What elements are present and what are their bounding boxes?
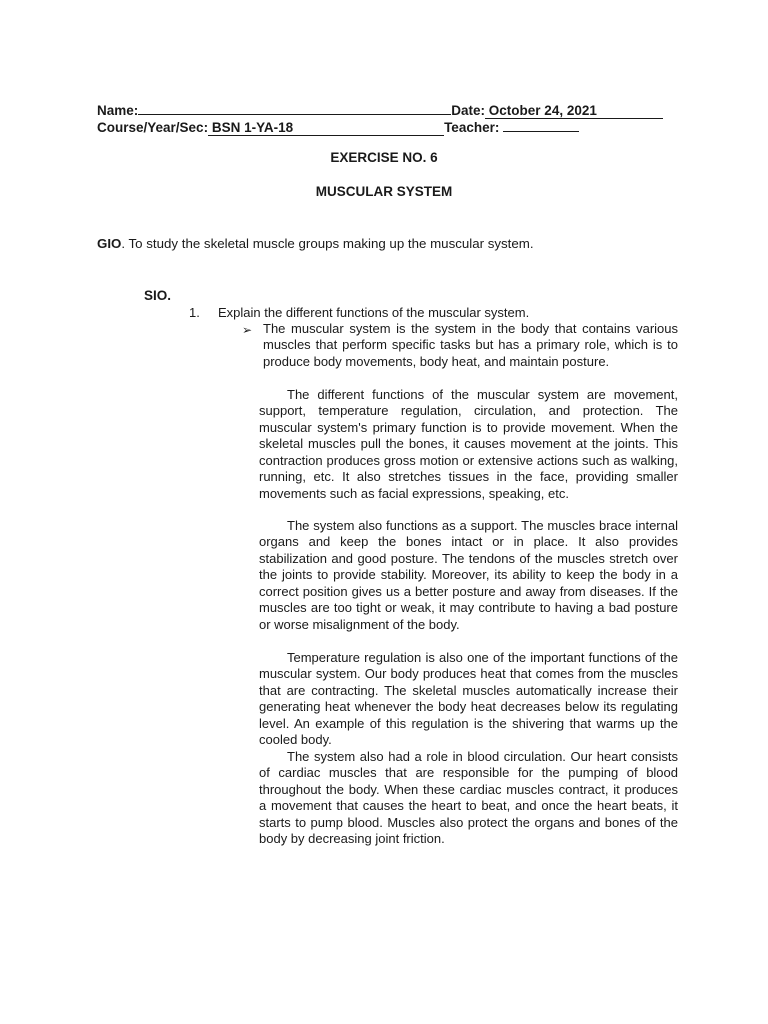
exercise-title: EXERCISE NO. 6 [330,150,438,165]
course-value: BSN 1-YA-18 [211,120,294,135]
paragraph-functions: The different functions of the muscular system are movement, support, temperature regulation, circulation, and protection. The muscular system's primary function is to provide movement. When the skeletal muscles pull the bones, it causes movement at the joints. This contraction produces gross motion or extensive actions such as walking, running, etc. It also stretches tissues in the face, providing smaller movements such as facial expressions, speaking, etc. [259,387,678,501]
course-row [97,117,579,136]
gio-line [97,236,534,252]
paragraph-temperature: Temperature regulation is also one of the important functions of the muscular system. Our body produces heat that comes from the muscles that are contracting. The skeletal muscles automatically increase their generating heat whenever the body heat decreases below its regulating level. An example of this regulation is the shivering that warms up the cooled body. [259,650,678,748]
gio-text: . To study the skeletal muscle groups making up the muscular system. [121,236,534,251]
sio-item-question: Explain the different functions of the muscular system. [218,305,530,320]
answer-intro: The muscular system is the system in the body that contains various muscles that perform specific tasks but has a primary role, which is to produce body movements, body heat, and maintain posture. [263,321,678,369]
system-title: MUSCULAR SYSTEM [315,184,453,199]
paragraph-circulation: The system also had a role in blood circulation. Our heart consists of cardiac muscles that are responsible for the pumping of blood throughout the body. When these cardiac muscles contract, it produces a movement that causes the heart to beat, and once the heart beats, it starts to pump blood. Muscles also protect the organs and bones of the body by decreasing joint friction. [259,749,678,847]
teacher-blank [503,117,579,132]
teacher-label: Teacher: [444,120,500,135]
name-blank [138,100,451,115]
course-label: Course/Year/Sec: [97,120,209,135]
gio-label: GIO [97,236,122,251]
course-field [208,120,444,136]
sio-label: SIO. [144,288,172,303]
date-value: October 24, 2021 [488,103,597,118]
sio-item-number: 1. [189,305,200,320]
arrow-bullet-icon: ➢ [242,323,253,337]
name-label: Name: [97,103,139,118]
date-label: Date: [451,103,486,118]
paragraph-support: The system also functions as a support. The muscles brace internal organs and keep the bones intact or in place. It also provides stabilization and good posture. The tendons of the muscles stretch over the joints to provide stability. Moreover, its ability to keep the body in a correct position gives us a better posture and away from diseases. If the muscles are too tight or weak, it may contribute to having a bad posture or worse misalignment of the body. [259,518,678,632]
